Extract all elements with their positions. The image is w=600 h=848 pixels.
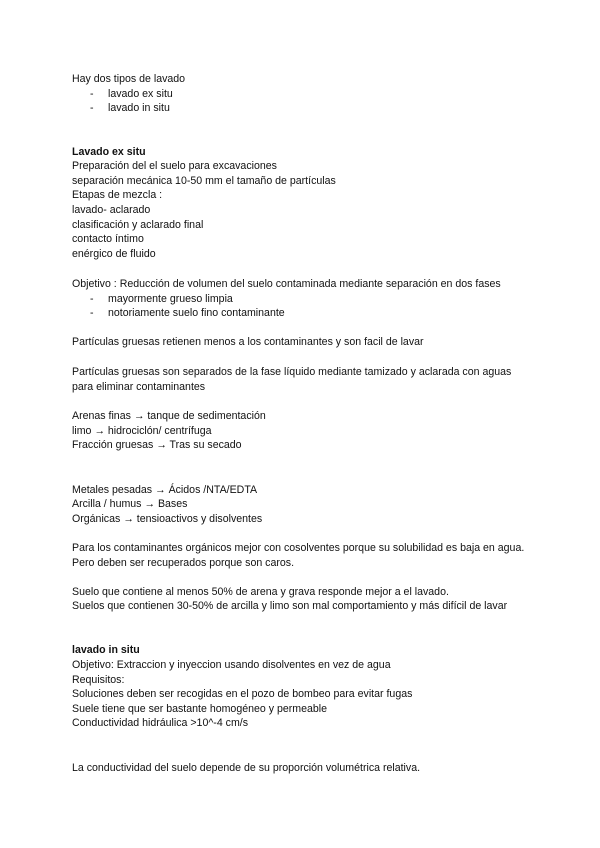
ex-situ-line: contacto íntimo [72,233,144,245]
ex-situ-line: lavado- aclarado [72,204,151,216]
in-situ-line: Suele tiene que ser bastante homogéneo y permeable [72,703,328,715]
paragraph: Partículas gruesas retienen menos a los contaminantes y son facil de lavar [72,336,424,348]
flow-line: Metales pesadas → Ácidos /NTA/EDTA [72,484,258,496]
paragraph: Para los contaminantes orgánicos mejor con cosolventes porque su solubilidad es baja en agua. Pero deben ser recuperados porque son caros. [72,542,525,569]
ex-situ-line: clasificación y aclarado final [72,219,204,231]
ex-situ-line: Etapas de mezcla : [72,189,163,201]
intro-text: Hay dos tipos de lavado [72,73,186,85]
ex-situ-line: Preparación del el suelo para excavaciones [72,160,277,172]
paragraph: Suelos que contienen 30-50% de arcilla y limo son mal comportamiento y más difícil de lavar [72,600,508,612]
in-situ-line: Conductividad hidráulica >10^-4 cm/s [72,717,249,729]
in-situ-line: Requisitos: [72,674,125,686]
ex-situ-line: enérgico de fluido [72,248,156,260]
ex-situ-heading: Lavado ex situ [72,146,146,158]
flow-line: Arenas finas → tanque de sedimentación [72,410,266,422]
in-situ-line: Soluciones deben ser recogidas en el pozo de bombeo para evitar fugas [72,688,413,700]
flow-line: Fracción gruesas → Tras su secado [72,439,242,451]
in-situ-line: Objetivo: Extraccion y inyeccion usando disolventes en vez de agua [72,659,391,671]
in-situ-heading: lavado in situ [72,644,140,656]
final-paragraph: La conductividad del suelo depende de su proporción volumétrica relativa. [72,762,421,774]
flow-line: limo → hidrociclón/ centrífuga [72,425,212,437]
paragraph: Partículas gruesas son separados de la fase líquido mediante tamizado y aclarada con aguas para eliminar contaminantes [72,366,512,393]
objective-text: Objetivo : Reducción de volumen del suelo contaminada mediante separación en dos fases [72,278,501,290]
paragraph: Suelo que contiene al menos 50% de arena y grava responde mejor a el lavado. [72,586,449,598]
ex-situ-line: separación mecánica 10-50 mm el tamaño de partículas [72,175,336,187]
flow-line: Arcilla / humus → Bases [72,498,188,510]
flow-line: Orgánicas → tensioactivos y disolventes [72,513,263,525]
